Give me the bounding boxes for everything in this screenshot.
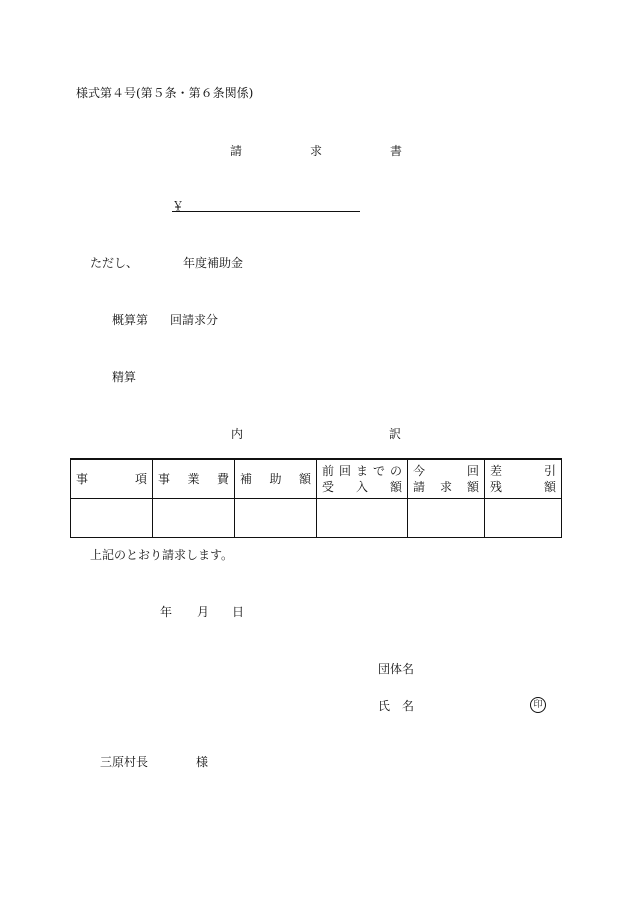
- estimate-suffix: 回請求分: [170, 313, 219, 327]
- breakdown-table: [70, 458, 562, 538]
- table-header-row: [71, 459, 562, 499]
- breakdown-title-char: 訳: [388, 427, 401, 441]
- header-item: 事 項: [71, 459, 153, 499]
- header-project-cost: 事 業 費: [153, 459, 235, 499]
- addressee-honorific: 様: [196, 755, 209, 769]
- title-char: 請: [230, 144, 243, 158]
- title-char: 書: [389, 144, 402, 158]
- purpose-prefix: ただし、: [90, 256, 139, 270]
- title-char: 求: [309, 144, 322, 158]
- table-cell[interactable]: [153, 499, 235, 538]
- addressee: [100, 753, 210, 770]
- table-row: [71, 499, 562, 538]
- yen-mark: ￥: [172, 199, 185, 213]
- final-settlement-label: 精算: [112, 370, 137, 384]
- table-cell[interactable]: [485, 499, 562, 538]
- estimate-prefix: 概算第: [112, 313, 149, 327]
- form-number: 様式第４号(第５条・第６条関係): [76, 86, 254, 100]
- date-month: 月: [197, 605, 210, 619]
- date-day: 日: [232, 605, 245, 619]
- header-previously-received: 前 回 ま で の 受 入 額: [317, 459, 408, 499]
- date-year: 年: [160, 605, 173, 619]
- table-cell[interactable]: [317, 499, 408, 538]
- estimate-line: [112, 311, 232, 328]
- purpose-suffix: 年度補助金: [183, 256, 244, 270]
- header-subsidy-amount: 補 助 額: [235, 459, 317, 499]
- purpose-line: [90, 254, 250, 271]
- table-cell[interactable]: [71, 499, 153, 538]
- header-remaining-balance: 差 引 残 額: [485, 459, 562, 499]
- addressee-name: 三原村長: [100, 755, 149, 769]
- header-current-request: 今 回 請 求 額: [408, 459, 485, 499]
- breakdown-title-char: 内: [231, 427, 244, 441]
- breakdown-title: [231, 425, 401, 442]
- statement: 上記のとおり請求します。: [90, 548, 234, 562]
- amount-field[interactable]: [172, 197, 360, 212]
- document-title: [230, 142, 402, 159]
- table-cell[interactable]: [235, 499, 317, 538]
- seal-mark: 印: [530, 697, 546, 713]
- date-line: [160, 603, 250, 620]
- name-label: 氏 名: [378, 699, 414, 713]
- table-cell[interactable]: [408, 499, 485, 538]
- organization-label: 団体名: [378, 662, 415, 676]
